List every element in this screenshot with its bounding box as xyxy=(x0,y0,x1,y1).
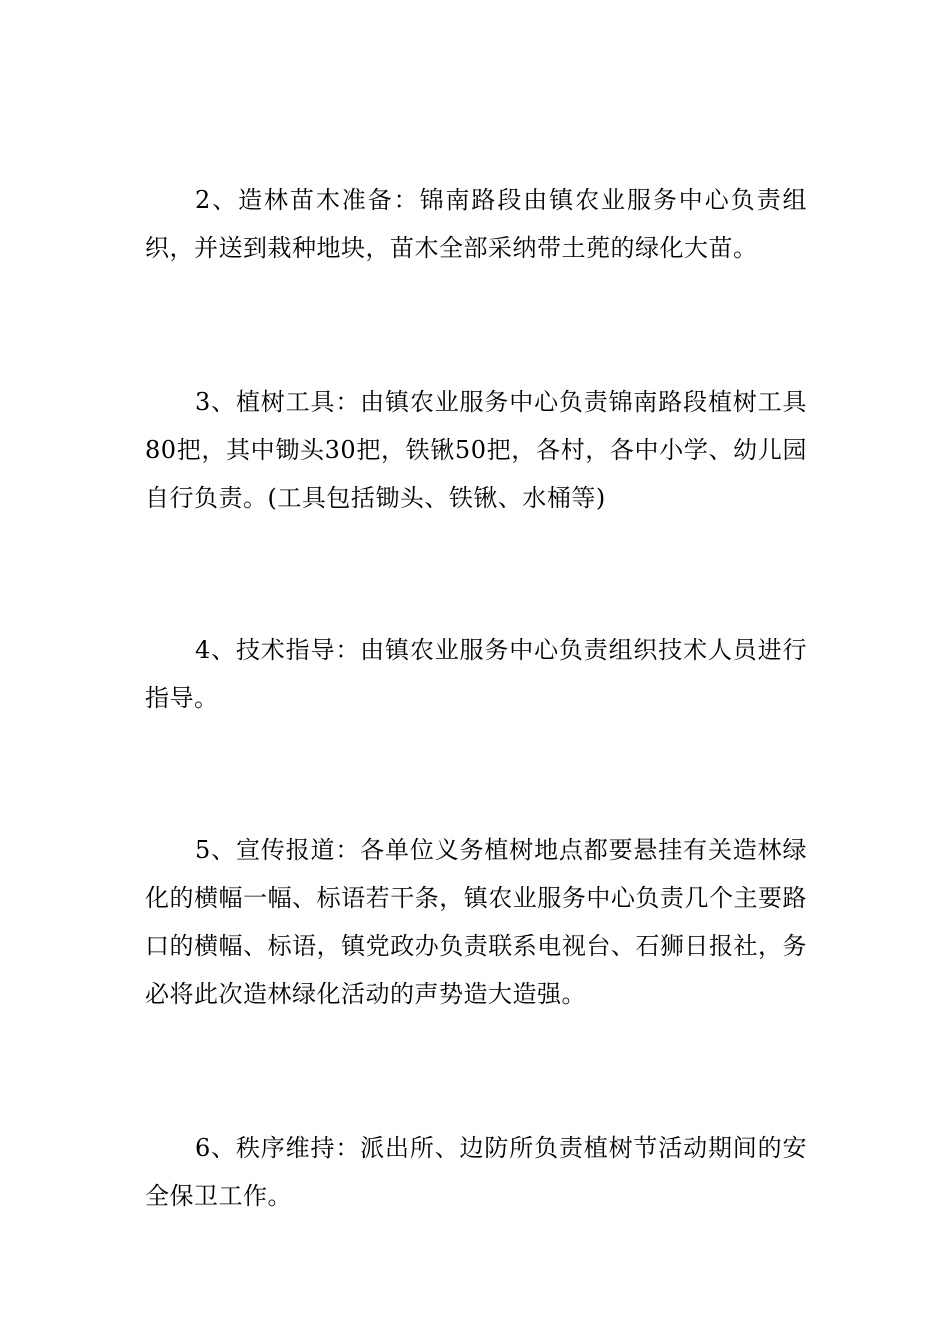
paragraph-seedling-preparation: 2、造林苗木准备：锦南路段由镇农业服务中心负责组织，并送到栽种地块，苗木全部采纳带土蔸的绿化大苗。 xyxy=(145,186,807,262)
paragraph-technical-guidance: 4、技术指导：由镇农业服务中心负责组织技术人员进行指导。 xyxy=(145,636,807,712)
paragraph-planting-tools: 3、植树工具：由镇农业服务中心负责锦南路段植树工具80把，其中锄头30把，铁锹50把，各村，各中小学、幼儿园自行负责。(工具包括锄头、铁锹、水桶等) xyxy=(145,388,807,512)
paragraph-publicity-reporting: 5、宣传报道：各单位义务植树地点都要悬挂有关造林绿化的横幅一幅、标语若干条，镇农业服务中心负责几个主要路口的横幅、标语，镇党政办负责联系电视台、石狮日报社，务必将此次造林绿化活动的声势造大造强。 xyxy=(145,836,807,1008)
paragraph-order-maintenance: 6、秩序维持：派出所、边防所负责植树节活动期间的安全保卫工作。 xyxy=(145,1134,807,1210)
